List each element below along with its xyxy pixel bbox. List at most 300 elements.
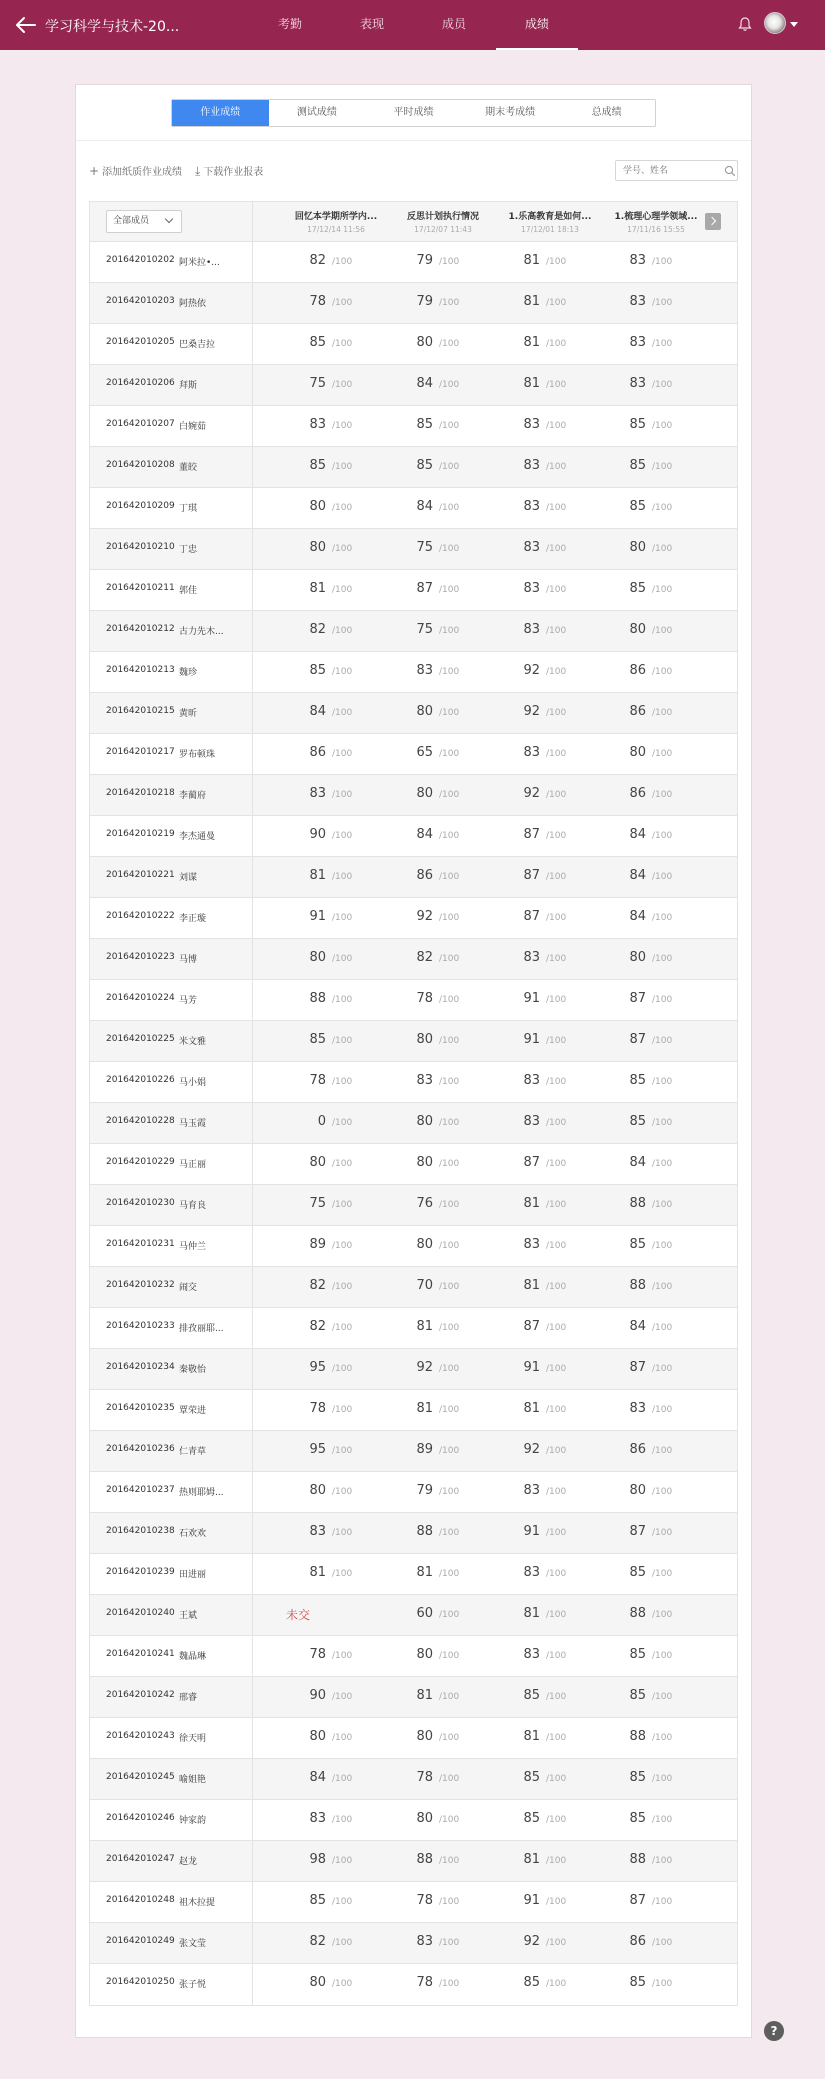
score-total: /100 <box>439 872 460 882</box>
score-value: 81 <box>416 1401 433 1416</box>
score-total: /100 <box>439 1364 460 1374</box>
student-name: 马仲兰 <box>179 1242 207 1252</box>
score-value: 80 <box>309 1155 326 1170</box>
student-name: 石欢欢 <box>179 1529 207 1539</box>
score-total: /100 <box>546 1323 567 1333</box>
student-id: 201642010236 <box>106 1444 175 1454</box>
table-row[interactable] <box>90 570 737 611</box>
score-value: 81 <box>309 868 326 883</box>
student-name: 郭佳 <box>179 586 198 596</box>
score-value: 80 <box>629 622 646 637</box>
table-row[interactable] <box>90 1472 737 1513</box>
student-id: 201642010203 <box>106 296 175 306</box>
column-separator <box>252 1472 253 1512</box>
score-value: 81 <box>523 335 540 350</box>
student-name: 刘谋 <box>179 873 198 883</box>
score-value: 95 <box>309 1442 326 1457</box>
score-value: 79 <box>416 294 433 309</box>
tab-regular-grades[interactable]: 平时成绩 <box>393 107 434 118</box>
nav-attendance[interactable]: 考勤 <box>277 17 302 31</box>
column-separator <box>252 734 253 774</box>
score-value: 83 <box>523 1647 540 1662</box>
column-title: 反思计划执行情况 <box>406 212 479 222</box>
student-id: 201642010210 <box>106 542 175 552</box>
next-columns-button[interactable] <box>705 213 721 230</box>
student-name: 马育良 <box>179 1201 207 1211</box>
score-total: /100 <box>546 421 567 431</box>
score-value: 79 <box>416 253 433 268</box>
table-row[interactable] <box>90 1267 737 1308</box>
column-title: 1.梳理心理学领域... <box>614 212 698 222</box>
table-row[interactable] <box>90 652 737 693</box>
score-value: 87 <box>629 1032 646 1047</box>
score-value: 80 <box>629 745 646 760</box>
score-total: /100 <box>546 1446 567 1456</box>
student-id: 201642010248 <box>106 1895 175 1905</box>
student-name: 闹交 <box>179 1283 198 1293</box>
column-header[interactable] <box>286 209 386 234</box>
student-name: 王斌 <box>179 1611 198 1621</box>
score-total: /100 <box>546 790 567 800</box>
table-row[interactable] <box>90 406 737 447</box>
score-value: 85 <box>629 417 646 432</box>
score-value: 78 <box>309 1073 326 1088</box>
back-arrow-icon[interactable] <box>14 13 38 37</box>
score-value: 89 <box>309 1237 326 1252</box>
score-total: /100 <box>332 1364 353 1374</box>
score-value: 88 <box>416 1524 433 1539</box>
score-total: /100 <box>439 380 460 390</box>
student-id: 201642010235 <box>106 1403 175 1413</box>
table-row[interactable] <box>90 1021 737 1062</box>
student-name: 钟家韵 <box>179 1816 207 1826</box>
score-total: /100 <box>439 1159 460 1169</box>
search-icon[interactable] <box>724 165 736 177</box>
column-header[interactable] <box>393 209 493 234</box>
column-separator <box>252 693 253 733</box>
score-total: /100 <box>652 1118 673 1128</box>
score-value: 80 <box>309 950 326 965</box>
table-row[interactable] <box>90 980 737 1021</box>
score-total: /100 <box>332 749 353 759</box>
student-name: 黄昕 <box>179 709 198 719</box>
column-header[interactable] <box>606 209 706 234</box>
score-value: 81 <box>523 1852 540 1867</box>
student-id: 201642010207 <box>106 419 175 429</box>
table-row[interactable] <box>90 857 737 898</box>
score-value: 86 <box>629 663 646 678</box>
score-total: /100 <box>439 1323 460 1333</box>
score-total: /100 <box>652 749 673 759</box>
score-total: /100 <box>546 1118 567 1128</box>
score-total: /100 <box>546 831 567 841</box>
column-separator <box>252 775 253 815</box>
score-value: 87 <box>629 1893 646 1908</box>
score-value: 83 <box>523 1073 540 1088</box>
score-value: 83 <box>629 294 646 309</box>
column-separator <box>252 1595 253 1635</box>
score-value: 91 <box>523 1524 540 1539</box>
student-id: 201642010206 <box>106 378 175 388</box>
score-value: 85 <box>629 1073 646 1088</box>
add-paper-grade-button[interactable] <box>89 163 182 178</box>
table-row[interactable] <box>90 611 737 652</box>
score-value: 79 <box>416 1483 433 1498</box>
score-value: 75 <box>309 1196 326 1211</box>
student-id: 201642010229 <box>106 1157 175 1167</box>
score-value: 81 <box>523 1401 540 1416</box>
score-total: /100 <box>652 1610 673 1620</box>
score-value: 83 <box>629 253 646 268</box>
score-value: 87 <box>629 1360 646 1375</box>
score-total: /100 <box>439 503 460 513</box>
score-value: 83 <box>629 335 646 350</box>
table-row[interactable] <box>90 939 737 980</box>
score-value: 80 <box>309 1975 326 1990</box>
score-value: 84 <box>416 827 433 842</box>
score-value: 84 <box>309 704 326 719</box>
score-value: 82 <box>416 950 433 965</box>
score-total: /100 <box>652 667 673 677</box>
score-value: 84 <box>416 376 433 391</box>
column-date: 17/12/14 11:56 <box>307 225 365 234</box>
table-row[interactable] <box>90 1431 737 1472</box>
score-value: 80 <box>416 786 433 801</box>
score-total: /100 <box>546 1610 567 1620</box>
table-row[interactable] <box>90 1226 737 1267</box>
score-total: /100 <box>546 462 567 472</box>
student-name: 马玉霞 <box>179 1119 207 1129</box>
score-value: 85 <box>523 1811 540 1826</box>
score-value: 83 <box>416 1073 433 1088</box>
score-total: /100 <box>439 1446 460 1456</box>
table-row[interactable] <box>90 693 737 734</box>
score-total: /100 <box>332 1118 353 1128</box>
tab-total-grades[interactable]: 总成绩 <box>591 107 622 118</box>
score-total: /100 <box>652 1692 673 1702</box>
tab-homework-grades[interactable]: 作业成绩 <box>172 100 269 126</box>
score-value: 84 <box>416 499 433 514</box>
column-separator <box>252 242 253 282</box>
table-row[interactable] <box>90 816 737 857</box>
grades-table <box>89 201 738 2006</box>
score-value: 83 <box>309 786 326 801</box>
score-value: 92 <box>523 786 540 801</box>
table-row[interactable] <box>90 1718 737 1759</box>
score-value: 81 <box>309 581 326 596</box>
score-value: 82 <box>309 253 326 268</box>
student-id: 201642010208 <box>106 460 175 470</box>
student-name: 张子悦 <box>179 1980 207 1990</box>
score-value: 85 <box>629 1975 646 1990</box>
chevron-down-icon[interactable] <box>790 22 798 27</box>
score-value: 81 <box>523 1278 540 1293</box>
table-row[interactable] <box>90 1103 737 1144</box>
table-row[interactable] <box>90 1882 737 1923</box>
score-total: /100 <box>439 1528 460 1538</box>
score-total: /100 <box>546 1815 567 1825</box>
column-separator <box>252 1062 253 1102</box>
student-name: 热则耶姆... <box>179 1488 224 1498</box>
score-total: /100 <box>332 913 353 923</box>
score-total: /100 <box>439 831 460 841</box>
score-total: /100 <box>546 1774 567 1784</box>
grades-panel <box>75 84 752 2038</box>
score-total: /100 <box>652 1897 673 1907</box>
score-total: /100 <box>652 380 673 390</box>
score-total: /100 <box>439 1036 460 1046</box>
student-id: 201642010222 <box>106 911 175 921</box>
student-name: 李正璇 <box>179 914 207 924</box>
score-total: /100 <box>652 1446 673 1456</box>
score-total: /100 <box>332 1282 353 1292</box>
student-name: 马小娟 <box>179 1078 207 1088</box>
score-total: /100 <box>546 339 567 349</box>
table-row[interactable] <box>90 734 737 775</box>
nav-members[interactable]: 成员 <box>441 17 466 31</box>
score-total: /100 <box>546 1651 567 1661</box>
table-row[interactable] <box>90 529 737 570</box>
student-name: 秦敬怡 <box>179 1365 207 1375</box>
column-separator <box>252 529 253 569</box>
score-total: /100 <box>652 1569 673 1579</box>
score-total: /100 <box>439 257 460 267</box>
score-value: 85 <box>629 1647 646 1662</box>
student-name: 徐天明 <box>179 1734 207 1744</box>
student-id: 201642010240 <box>106 1608 175 1618</box>
score-value: 84 <box>629 868 646 883</box>
score-total: /100 <box>546 1405 567 1415</box>
score-total: /100 <box>652 1856 673 1866</box>
table-row[interactable] <box>90 1185 737 1226</box>
score-total: /100 <box>546 913 567 923</box>
download-report-button[interactable] <box>195 163 263 179</box>
avatar[interactable] <box>764 12 786 34</box>
student-name: 白婉茹 <box>179 422 207 432</box>
score-total: /100 <box>652 1200 673 1210</box>
score-total: /100 <box>546 544 567 554</box>
score-value: 83 <box>523 1483 540 1498</box>
score-total: /100 <box>439 585 460 595</box>
student-name: 排孜丽耶... <box>179 1324 224 1334</box>
student-name: 古力先木... <box>179 627 224 637</box>
column-separator <box>252 283 253 323</box>
score-total: /100 <box>332 1569 353 1579</box>
search-input[interactable] <box>615 160 738 181</box>
column-separator <box>252 447 253 487</box>
score-value: 83 <box>523 1237 540 1252</box>
bell-icon[interactable] <box>737 16 753 32</box>
table-row[interactable] <box>90 1390 737 1431</box>
score-total: /100 <box>546 667 567 677</box>
score-value: 83 <box>523 1565 540 1580</box>
score-total: /100 <box>439 1487 460 1497</box>
score-value: 88 <box>629 1606 646 1621</box>
score-total: /100 <box>652 913 673 923</box>
table-row[interactable] <box>90 488 737 529</box>
column-separator <box>252 570 253 610</box>
score-value: 0 <box>317 1114 326 1129</box>
nav-performance[interactable]: 表现 <box>359 17 384 31</box>
score-total: /100 <box>332 503 353 513</box>
score-value: 78 <box>416 1975 433 1990</box>
score-value: 80 <box>416 1729 433 1744</box>
student-name: 罗布顿珠 <box>179 750 216 760</box>
score-value: 78 <box>416 1770 433 1785</box>
table-row[interactable] <box>90 1841 737 1882</box>
student-id: 201642010233 <box>106 1321 175 1331</box>
tab-test-grades[interactable]: 测试成绩 <box>296 107 337 118</box>
score-value: 80 <box>416 1647 433 1662</box>
student-id: 201642010246 <box>106 1813 175 1823</box>
tab-final-exam-grades[interactable]: 期末考成绩 <box>485 107 536 118</box>
score-total: /100 <box>439 1241 460 1251</box>
student-name: 喻姐艳 <box>179 1775 207 1785</box>
table-row[interactable] <box>90 1595 737 1636</box>
download-icon: ⤓ <box>195 164 201 178</box>
score-value: 83 <box>523 745 540 760</box>
score-value: 85 <box>629 458 646 473</box>
score-total: /100 <box>332 1651 353 1661</box>
score-value: 80 <box>629 540 646 555</box>
score-value: 88 <box>416 1852 433 1867</box>
column-separator <box>252 1308 253 1348</box>
score-value: 85 <box>629 499 646 514</box>
score-total: /100 <box>652 339 673 349</box>
student-id: 201642010243 <box>106 1731 175 1741</box>
table-row[interactable] <box>90 1308 737 1349</box>
score-total: /100 <box>332 667 353 677</box>
score-total: /100 <box>652 544 673 554</box>
score-value: 81 <box>523 1606 540 1621</box>
score-total: /100 <box>439 749 460 759</box>
table-row[interactable] <box>90 1800 737 1841</box>
score-value: 85 <box>309 458 326 473</box>
score-total: /100 <box>332 995 353 1005</box>
score-value: 83 <box>523 950 540 965</box>
column-separator <box>252 1144 253 1184</box>
score-value: 83 <box>416 663 433 678</box>
table-row[interactable] <box>90 324 737 365</box>
score-total: /100 <box>546 708 567 718</box>
score-value: 92 <box>416 1360 433 1375</box>
column-header[interactable] <box>500 209 600 234</box>
score-value: 81 <box>523 253 540 268</box>
score-value: 80 <box>416 335 433 350</box>
student-name: 田进丽 <box>179 1570 207 1580</box>
table-row[interactable] <box>90 365 737 406</box>
score-value: 81 <box>523 376 540 391</box>
score-value: 83 <box>523 458 540 473</box>
score-total: /100 <box>652 1323 673 1333</box>
column-separator <box>252 1185 253 1225</box>
table-row[interactable] <box>90 775 737 816</box>
student-id: 201642010226 <box>106 1075 175 1085</box>
score-total: /100 <box>332 1200 353 1210</box>
score-total: /100 <box>439 1651 460 1661</box>
score-value: 91 <box>523 1360 540 1375</box>
score-total: /100 <box>652 585 673 595</box>
score-total: /100 <box>652 1364 673 1374</box>
score-total: /100 <box>439 1897 460 1907</box>
table-row[interactable] <box>90 1062 737 1103</box>
score-total: /100 <box>652 831 673 841</box>
score-value: 92 <box>523 704 540 719</box>
column-date: 17/12/07 11:43 <box>414 225 472 234</box>
score-total: /100 <box>439 1610 460 1620</box>
table-row[interactable] <box>90 1513 737 1554</box>
score-value: 83 <box>309 417 326 432</box>
score-total: /100 <box>439 913 460 923</box>
column-separator <box>252 939 253 979</box>
score-value: 86 <box>416 868 433 883</box>
table-row[interactable] <box>90 1636 737 1677</box>
score-total: /100 <box>546 1979 567 1989</box>
table-row[interactable] <box>90 283 737 324</box>
score-total: /100 <box>332 1938 353 1948</box>
column-separator <box>252 1841 253 1881</box>
score-value: 78 <box>309 1401 326 1416</box>
score-value: 88 <box>629 1729 646 1744</box>
score-total: /100 <box>439 626 460 636</box>
student-id: 201642010242 <box>106 1690 175 1700</box>
score-value: 76 <box>416 1196 433 1211</box>
score-value: 87 <box>629 1524 646 1539</box>
column-separator <box>252 898 253 938</box>
column-title: 回忆本学期所学内... <box>294 212 378 222</box>
column-separator <box>252 1759 253 1799</box>
score-value: 82 <box>309 1319 326 1334</box>
score-value: 81 <box>523 1196 540 1211</box>
score-total: /100 <box>546 1897 567 1907</box>
table-row[interactable] <box>90 1144 737 1185</box>
score-value: 82 <box>309 1934 326 1949</box>
column-separator <box>252 1267 253 1307</box>
student-id: 201642010247 <box>106 1854 175 1864</box>
score-value: 83 <box>309 1524 326 1539</box>
score-value: 91 <box>309 909 326 924</box>
table-row[interactable] <box>90 447 737 488</box>
table-row[interactable] <box>90 1964 737 2005</box>
student-name: 魏珍 <box>179 668 198 678</box>
member-filter-dropdown[interactable] <box>106 210 182 233</box>
table-row[interactable] <box>90 1759 737 1800</box>
grade-tabs <box>171 99 656 127</box>
score-value: 75 <box>416 622 433 637</box>
score-value: 85 <box>309 1032 326 1047</box>
student-name: 张文莹 <box>179 1939 207 1949</box>
score-total: /100 <box>652 954 673 964</box>
table-row[interactable] <box>90 898 737 939</box>
table-row[interactable] <box>90 1554 737 1595</box>
table-row[interactable] <box>90 1677 737 1718</box>
table-row[interactable] <box>90 1923 737 1964</box>
nav-grades[interactable]: 成绩 <box>496 0 578 50</box>
table-row[interactable] <box>90 1349 737 1390</box>
score-value: 78 <box>416 1893 433 1908</box>
course-title[interactable]: 学习科学与技术-20... <box>45 19 180 35</box>
help-button[interactable]: ? <box>764 2021 784 2041</box>
table-row[interactable] <box>90 242 737 283</box>
score-value: 85 <box>629 1565 646 1580</box>
score-total: /100 <box>439 1856 460 1866</box>
score-value: 91 <box>523 1032 540 1047</box>
score-value: 78 <box>309 294 326 309</box>
score-total: /100 <box>652 1487 673 1497</box>
score-total: /100 <box>439 544 460 554</box>
student-id: 201642010245 <box>106 1772 175 1782</box>
score-total: /100 <box>332 544 353 554</box>
